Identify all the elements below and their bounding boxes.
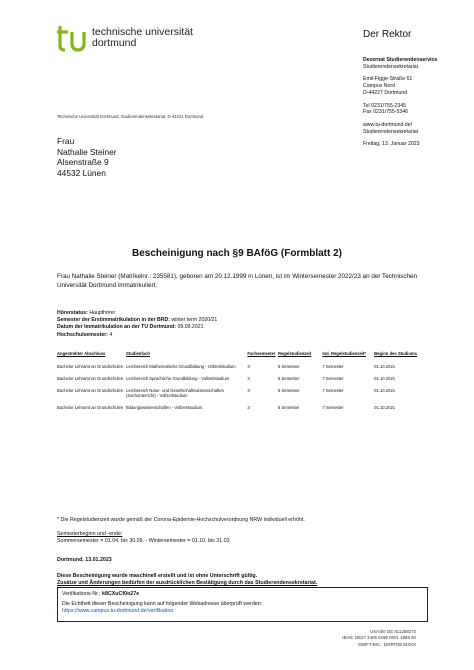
table-row xyxy=(57,376,417,388)
hoererstatus-value: Haupthörer xyxy=(89,310,116,316)
status-block xyxy=(57,310,217,339)
street: Emil-Figge-Straße 61 xyxy=(363,76,413,83)
col-header-regelstudienzeit: Regelstudienzeit xyxy=(277,351,312,356)
swift-bic: SWIFT-BIC.: DORTDE33XXX xyxy=(358,641,416,647)
cell-regelstudienzeit: 6 Semester xyxy=(277,405,300,410)
tu-logo-icon xyxy=(57,24,87,52)
erstimmatrikulation-value: winter term 2020/21 xyxy=(171,317,218,324)
sender-line: Technische Universität Dortmund, Studierendensekretariat, D-44221 Dortmund xyxy=(57,114,204,119)
ust-idnr: Ust-Idnr DE 811258273 xyxy=(370,629,416,634)
cell-abschluss: Bachelor Lehramt an Grundschulen xyxy=(57,376,124,381)
cell-fachsemester: 3 xyxy=(247,388,250,393)
phone: Tel 0231/755-2345 xyxy=(363,102,406,109)
cell-ind-regelstudienzeit: 7 Semester xyxy=(322,376,344,381)
verification-label: Verifikations-Nr.: xyxy=(62,591,101,597)
semester-heading: Semesterbeginn und -ende: xyxy=(57,531,123,537)
col-header-ind-regelstudienzeit: Ind. Regelstudienzeit* xyxy=(322,351,366,356)
cell-fachsemester: 3 xyxy=(247,376,250,381)
rektor-heading: Der Rektor xyxy=(363,29,412,40)
verification-text: Die Echtheit dieser Bescheinigung kann auf folgender Webadresse überprüft werden: xyxy=(62,601,263,608)
recipient-name: Nathalie Steiner xyxy=(57,146,117,157)
table-header-row xyxy=(57,351,417,364)
cell-studienfach: Lernbereich Mathematische Grundbildung - Vollzeitstudium xyxy=(126,364,236,369)
cell-ind-regelstudienzeit: 7 Semester xyxy=(322,388,344,393)
cell-beginn: 01.10.2021 xyxy=(374,388,396,393)
cell-ind-regelstudienzeit: 7 Semester xyxy=(322,405,344,410)
recipient-salutation: Frau xyxy=(57,136,75,146)
contact-sidebar xyxy=(363,57,473,148)
fax: Fax 0231/755-5346 xyxy=(363,109,408,116)
building: Campus Nord xyxy=(363,83,396,90)
table-row xyxy=(57,364,417,376)
cell-fachsemester: 3 xyxy=(247,364,250,369)
recipient-address xyxy=(57,136,117,178)
department-name: Dezernat Studierendenservice xyxy=(363,57,438,63)
validity-note-2: Zusätze und Änderungen bedürfen der ausdrücklichen Bestätigung durch das Studierendensekretariat. xyxy=(57,580,318,586)
table-row xyxy=(57,405,417,417)
cell-abschluss: Bachelor Lehramt an Grundschulen xyxy=(57,405,124,410)
hoererstatus-label: Hörerstatus: xyxy=(57,310,88,316)
cell-studienfach: Bildungswissenschaften - Vollzeitstudium xyxy=(126,405,203,410)
city: D-44227 Dortmund xyxy=(363,89,408,96)
erstimmatrikulation-label: Semester der Erstimmatrikulation in der BRD: xyxy=(57,317,171,324)
courses-table xyxy=(57,351,417,417)
university-logo-text xyxy=(92,27,193,49)
validity-note-1: Diese Bescheinigung wurde maschinell erstellt und ist ohne Unterschrift gültig. xyxy=(57,573,258,579)
footnote: * Die Regelstudienzeit wurde gemäß der Corona-Epidemie-Hochschulverordnung NRW individuell erhöht. xyxy=(57,517,305,523)
cell-regelstudienzeit: 6 Semester xyxy=(277,376,300,381)
letter-date: Freitag, 13. Januar 2023 xyxy=(363,141,420,148)
immatrikulation-value: 09.09.2021 xyxy=(177,324,204,331)
website-line-2: Studierendensekretariat xyxy=(363,128,419,135)
cell-studienfach: Lernbereich Natur- und Gesellschaftswissenschaften (Sachunterricht) - Vollzeitstudium xyxy=(126,388,225,398)
cell-beginn: 01.10.2021 xyxy=(374,405,396,410)
recipient-street: Alsenstraße 9 xyxy=(57,157,109,168)
col-header-abschluss: Angestrebter Abschluss xyxy=(57,351,106,356)
verification-box xyxy=(57,587,428,622)
cell-beginn: 01.10.2021 xyxy=(374,376,396,381)
iban: IBAN: DE27 4405 0199 0001 1888 60 xyxy=(342,635,416,641)
logo-line-1: technische universität xyxy=(92,26,193,38)
hochschulsemester-value: 4 xyxy=(109,331,113,338)
validity-note xyxy=(57,573,317,587)
recipient-city: 44532 Lünen xyxy=(57,167,106,178)
col-header-fachsemester: Fachsemester xyxy=(247,351,276,356)
cell-ind-regelstudienzeit: 7 Semester xyxy=(322,364,344,369)
cell-abschluss: Bachelor Lehramt an Grundschulen xyxy=(57,388,124,393)
verification-code: k8CXuCf0o27e xyxy=(102,591,140,597)
bank-info xyxy=(342,629,416,648)
cell-fachsemester: 3 xyxy=(247,405,250,410)
cell-studienfach: Lernbereich Sprachliche Grundbildung - Vollzeitstudium xyxy=(126,376,230,381)
intro-paragraph: Frau Nathalie Steiner (Matrikelnr.: 235581), geboren am 20.12.1999 in Lünen, ist im Wintersemester 2022/23 an der Technischen Universität Dortmund immatrikuliert. xyxy=(57,273,418,289)
place-date: Dortmund, 13.01.2023 xyxy=(57,557,112,563)
logo-line-2: dortmund xyxy=(92,37,137,49)
website-line-1: www.tu-dortmund.de/ xyxy=(363,121,413,128)
col-header-beginn: Beginn des Studiums xyxy=(374,351,417,356)
department-sub: Studierendensekretariat xyxy=(363,63,419,70)
col-header-studienfach: Studienfach xyxy=(126,351,150,356)
immatrikulation-label: Datum der Immatrikulation an der TU Dortmund: xyxy=(57,324,177,331)
cell-beginn: 01.10.2021 xyxy=(374,364,396,369)
hochschulsemester-label: Hochschulsemester: xyxy=(57,331,109,338)
semester-text: Sommersemester = 01.04. bis 30.09. - Wintersemester = 01.10. bis 31.03. xyxy=(57,538,231,544)
table-row xyxy=(57,388,417,405)
verification-link[interactable]: https://www.campus.tu-dortmund.de/verifikation xyxy=(62,608,174,615)
cell-regelstudienzeit: 6 Semester xyxy=(277,388,300,393)
cell-regelstudienzeit: 6 Semester xyxy=(277,364,300,369)
document-title: Bescheinigung nach §9 BAföG (Formblatt 2) xyxy=(131,248,343,259)
cell-abschluss: Bachelor Lehramt an Grundschulen xyxy=(57,364,124,369)
